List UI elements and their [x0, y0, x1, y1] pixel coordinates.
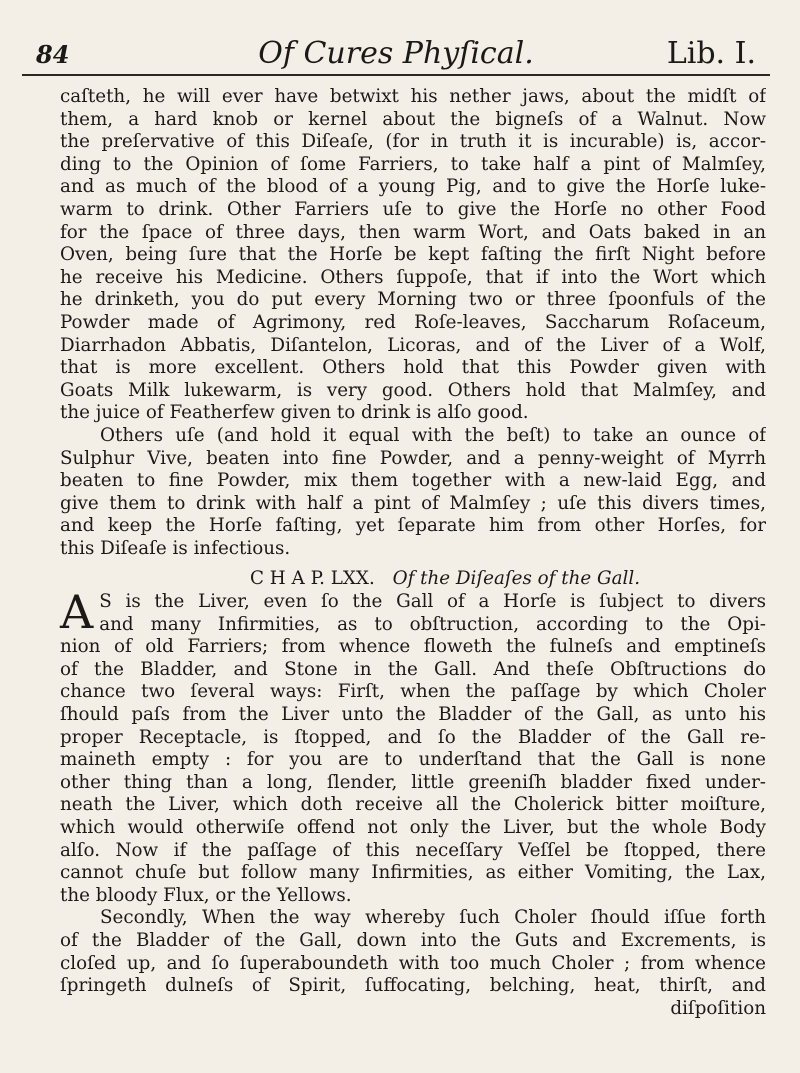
text-line: ſpringeth dulneſs of Spirit, ſuffocating, belching, heat, thirſt, and: [60, 975, 766, 997]
text-line: give them to drink with half a pint of Malmſey ; uſe this divers times,: [60, 492, 766, 514]
text-line: nion of old Farriers; from whence floweth the fulneſs and emptineſs: [60, 636, 766, 658]
text-line: he drinketh, you do put every Morning two or three ſpoonfuls of the: [60, 289, 766, 311]
text-line: caſteth, he will ever have betwixt his nether jaws, about the midſt of: [60, 86, 766, 107]
text-line: of the Bladder of the Gall, down into the Guts and Excrements, is: [60, 929, 766, 951]
text-line: ding to the Opinion of ſome Farriers, to take half a pint of Malmſey,: [60, 153, 766, 175]
text-line: and keep the Horſe faſting, yet ſeparate him from other Horſes, for: [60, 515, 766, 537]
drop-cap: A: [60, 585, 94, 640]
text-line: the juice of Featherfew given to drink is alſo good.: [60, 402, 529, 424]
text-line: S is the Liver, even ſo the Gall of a Horſe is ſubject to divers: [99, 591, 766, 613]
text-line: proper Receptacle, is ſtopped, and ſo the Bladder of the Gall re-: [60, 726, 766, 748]
text-line: neath the Liver, which doth receive all the Cholerick bitter moiſture,: [60, 794, 766, 816]
text-line: Goats Milk lukewarm, is very good. Others hold that Malmſey, and: [60, 379, 766, 401]
text-line: other thing than a long, ſlender, little greeniſh bladder fixed under-: [60, 771, 766, 793]
book-label: Lib. I.: [666, 36, 756, 71]
chapter-heading: [60, 568, 766, 591]
body-text: [60, 86, 766, 1020]
text-line: he receive his Medicine. Others ſuppoſe, that if into the Wort which: [60, 266, 766, 288]
text-line: warm to drink. Other Farriers uſe to give the Horſe no other Food: [60, 198, 766, 220]
text-line: Powder made of Agrimony, red Roſe-leaves, Saccharum Roſaceum,: [60, 311, 766, 333]
page-number: 84: [36, 40, 70, 69]
text-line: of the Bladder, and Stone in the Gall. And theſe Obſtructions do: [60, 658, 766, 680]
running-header: [22, 34, 770, 76]
catchword: diſpoſition: [670, 997, 766, 1019]
text-line: that is more excellent. Others hold that this Powder given with: [60, 357, 766, 379]
paragraph-4: [60, 907, 766, 997]
text-line: Others uſe (and hold it equal with the beſt) to take an ounce of: [100, 424, 766, 446]
text-line: for the ſpace of three days, then warm Wort, and Oats baked in an: [60, 221, 766, 243]
text-line: maineth empty : for you are to underſtand that the Gall is none: [60, 749, 766, 771]
text-line: chance two ſeveral ways: Firſt, when the paſſage by which Choler: [60, 681, 766, 703]
text-line: the preſervative of this Diſeaſe, (for in truth it is incurable) is, accor-: [60, 131, 766, 153]
text-line: them, a hard knob or kernel about the bigneſs of a Walnut. Now: [60, 108, 766, 130]
text-line: alſo. Now if the paſſage of this neceſſary Veſſel be ſtopped, there: [60, 839, 766, 861]
text-line: this Diſeaſe is infectious.: [60, 537, 291, 559]
text-line: Sulphur Vive, beaten into fine Powder, and a penny-weight of Myrrh: [60, 447, 766, 469]
text-line: beaten to fine Powder, mix them together with a new-laid Egg, and: [60, 470, 766, 492]
paragraph-2: [60, 425, 766, 561]
text-line: and as much of the blood of a young Pig, and to give the Horſe luke-: [60, 176, 766, 198]
text-line: which would otherwiſe offend not only the Liver, but the whole Body: [60, 817, 766, 838]
text-line: Diarrhadon Abbatis, Diſantelon, Licoras, and of the Liver of a Wolf,: [60, 334, 766, 356]
chapter-title: Of the Diſeaſes of the Gall.: [392, 568, 640, 590]
chapter-number: C H A P. LXX.: [250, 568, 375, 590]
text-line: cannot chuſe but follow many Infirmities, as either Vomiting, the Lax,: [60, 862, 766, 884]
text-line: Secondly, When the way whereby ſuch Choler ſhould iſſue forth: [100, 907, 766, 929]
text-line: Oven, being ſure that the Horſe be kept faſting the firſt Night before: [60, 244, 766, 266]
paragraph-3: [60, 585, 766, 907]
text-line: ſhould paſs from the Liver unto the Bladder of the Gall, as unto his: [60, 704, 766, 726]
text-line: the bloody Flux, or the Yellows.: [60, 884, 352, 906]
running-title: Of Cures Phyſical.: [258, 36, 534, 71]
paragraph-1: [60, 86, 766, 425]
text-line: and many Infirmities, as to obſtruction, according to the Opi-: [99, 613, 766, 635]
text-line: cloſed up, and ſo ſuperaboundeth with too much Choler ; from whence: [60, 952, 766, 974]
